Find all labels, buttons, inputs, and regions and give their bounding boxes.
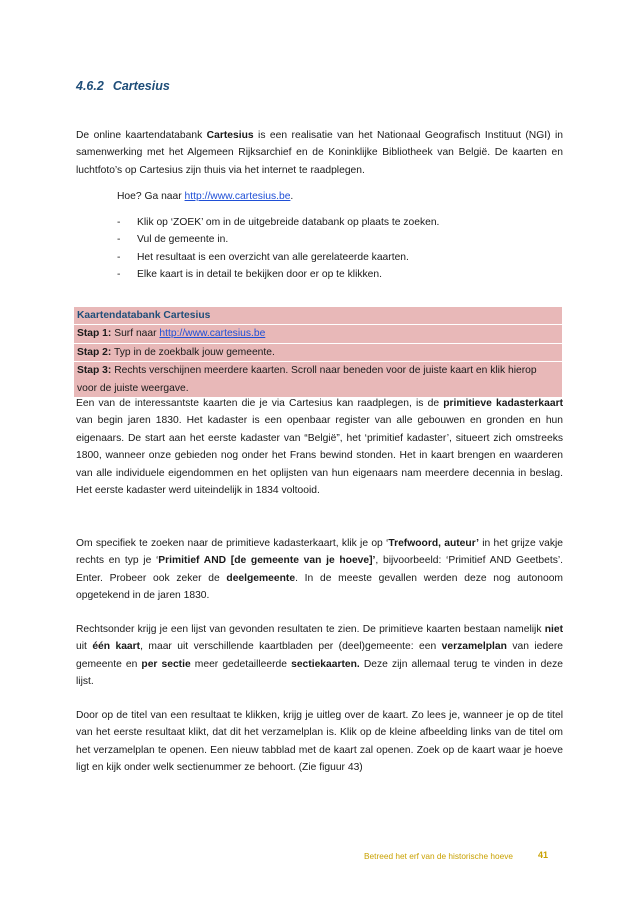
para-text: van iedere gemeente en [76, 641, 563, 670]
intro-paragraph [76, 127, 563, 179]
footer-title: Betreed het erf van de historische hoeve [364, 851, 513, 861]
list-item-text: Elke kaart is in detail te bekijken door er op te klikken. [137, 269, 382, 281]
list-item-text: Vul de gemeente in. [137, 234, 229, 246]
step-label: Stap 1: [77, 328, 112, 340]
para-text: in het grijze vakje rechts en typ je ‘ [76, 538, 563, 567]
cartesius-link[interactable]: http://www.cartesius.be [184, 191, 291, 202]
para-bold: Primitief AND [de gemeente van je hoeve]’ [158, 555, 376, 567]
list-item [117, 249, 563, 266]
step-2-cell [74, 343, 563, 361]
para-text: van begin jaren 1830. Het kadaster is een openbaar register van alle gebouwen en gronden en hun eigenaars. De start aan het eerste kadaster van “België”, het ‘primitief kadaster’, situeert zich omstreeks 1800, wanneer onze gebieden nog onder het Frans bewind stonden. Het in kaart brengen en waarderen van alle individuele eigendommen en het oplijsten van hun eigenaars nam meerdere decennia in beslag. Het eerste kadaster werd uiteindelijk in 1834 voltooid. [76, 415, 563, 497]
how-line [117, 188, 293, 205]
para-text: meer gedetailleerde [190, 658, 292, 670]
table-row [74, 362, 563, 398]
para-text: Rechtsonder krijg je een lijst van gevonden resultaten te zien. De primitieve kaarten bestaan namelijk [76, 624, 545, 635]
bullet-dash: - [117, 251, 121, 263]
para-bold: niet [544, 624, 563, 635]
list-item [117, 266, 563, 283]
step-label: Stap 3: [77, 365, 112, 377]
intro-bold: Cartesius [206, 130, 254, 141]
page-number: 41 [538, 850, 549, 860]
cartesius-table-link[interactable]: http://www.cartesius.be [159, 328, 266, 340]
list-item [117, 214, 563, 231]
table-row [74, 307, 563, 325]
bullet-dash: - [117, 269, 121, 281]
table-title: Kaartendatabank Cartesius [74, 307, 563, 325]
intro-text: De online kaartendatabank [76, 130, 207, 141]
para-bold: Trefwoord, auteur’ [388, 538, 479, 549]
step-text: Surf naar [111, 328, 160, 340]
bullet-dash: - [117, 217, 121, 228]
paragraph-results [76, 621, 563, 691]
list-item-text: Klik op ‘ZOEK’ om in de uitgebreide databank op plaats te zoeken. [137, 217, 440, 228]
table-row [74, 325, 563, 343]
paragraph-search [76, 535, 563, 605]
paragraph-kadaster [76, 395, 563, 499]
para-text: . In de meeste gevallen werden deze nog autonoom opgetekend in de jaren 1830. [76, 572, 563, 602]
steps-table [73, 306, 563, 398]
how-prefix: Hoe? Ga naar [117, 191, 185, 202]
bullet-dash: - [117, 234, 121, 246]
step-1-cell [74, 325, 563, 343]
instruction-list [117, 214, 563, 284]
para-text: , maar uit verschillende kaartbladen per (deel)gemeente: een [140, 641, 442, 653]
para-text: Deze zijn allemaal terug te vinden in deze lijst. [76, 658, 563, 688]
para-bold: primitieve kadasterkaart [443, 398, 563, 409]
para-text: , bijvoorbeeld: ‘Primitief AND Geetbets’. Enter. Probeer ook zeker de [76, 555, 563, 584]
para-bold: sectiekaarten. [291, 658, 360, 670]
step-text: Rechts verschijnen meerdere kaarten. Scroll naar beneden voor de juiste kaart en klik hierop voor de juiste weergave. [77, 365, 537, 394]
section-title: Cartesius [112, 79, 170, 93]
how-suffix: . [290, 191, 294, 202]
step-3-cell [74, 362, 563, 398]
list-item-text: Het resultaat is een overzicht van alle gerelateerde kaarten. [137, 251, 409, 263]
para-bold: één kaart [92, 641, 141, 653]
section-number: 4.6.2 [76, 79, 104, 93]
table-row [74, 343, 563, 361]
paragraph-verzamelplan: Door op de titel van een resultaat te klikken, krijg je uitleg over de kaart. Zo lees je, wanneer je op de titel van het eerste resultaat klikt, dat dit het verzamelplan is. Klik op de kleine afbeelding links van de titel om het verzamelplan te openen. Een nieuw tabblad met de kaart zal openen. Zoek op de kaart waar je hoeve ligt en kijk onder welk sectienummer ze behoort. (Zie figuur 43) [76, 710, 563, 774]
step-text: Typ in de zoekbalk jouw gemeente. [111, 346, 275, 358]
para-bold: per sectie [141, 658, 191, 670]
intro-text: is een realisatie van het Nationaal Geografisch Instituut (NGI) in samenwerking met het Algemeen Rijksarchief en de Koninklijke Bibliotheek van België. De kaarten en luchtfoto’s op Cartesius zijn thuis via het internet te raadplegen. [76, 130, 563, 176]
para-text: Een van de interessantste kaarten die je via Cartesius kan raadplegen, is de [76, 398, 444, 409]
para-bold: deelgemeente [226, 572, 296, 584]
step-label: Stap 2: [77, 346, 112, 358]
para-text: uit [76, 641, 93, 653]
para-bold: verzamelplan [441, 641, 507, 653]
para-text: Om specifiek te zoeken naar de primitieve kadasterkaart, klik je op ‘ [76, 538, 389, 549]
list-item [117, 231, 563, 248]
section-heading [76, 79, 170, 93]
